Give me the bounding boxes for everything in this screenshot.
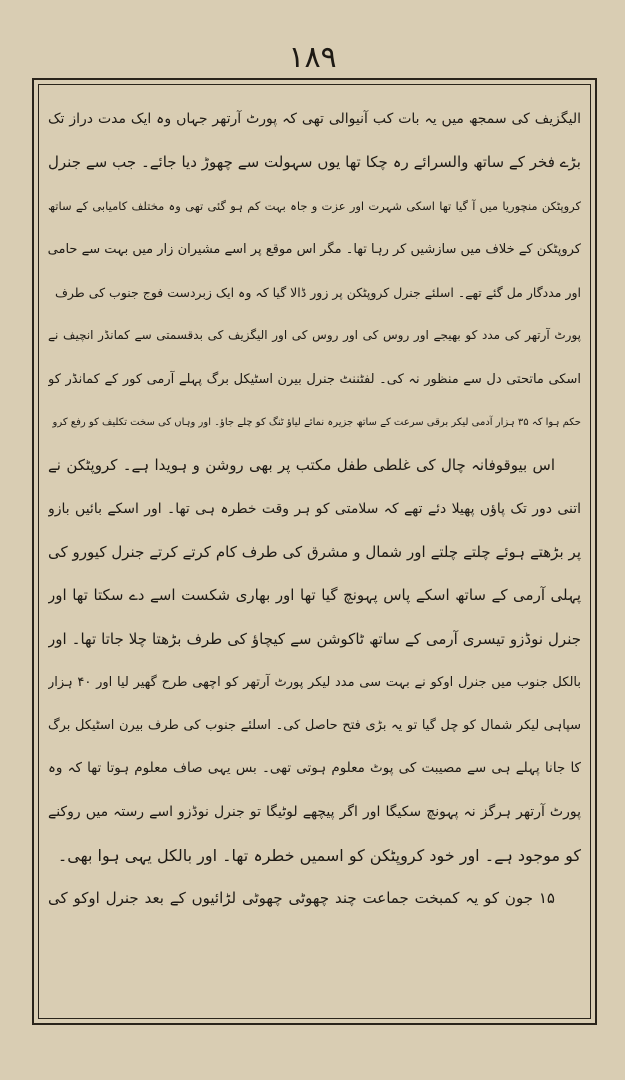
text-line: کو موجود ہے۔ اور خود کروپٹکن کو اسمیں خطرہ تھا۔ اور بالکل یہی ہوا بھی۔ [57, 846, 581, 866]
text-line: کروپٹکن کے خلاف میں سازشیں کر رہا تھا۔ مگر اس موقع پر اسے مشیران زار میں بہت سے حامی [48, 241, 581, 257]
text-line: پر بڑھتے ہوئے چلتے چلتے اور شمال و مشرق کی طرف کام کرتے کرتے جنرل کیورو کی [48, 542, 581, 561]
text-line: جنرل نوڈزو تیسری آرمی کے ساتھ ٹاکوشن سے کیچاؤ کی طرف بڑھتا چلا جاتا تھا۔ اور [48, 629, 581, 648]
text-line: پہلی آرمی کے ساتھ اسکے پاس پہونچ گیا تھا اور بھاری شکست اسے دے سکتا تھا اور [48, 586, 581, 605]
text-line: اور مددگار مل گئے تھے۔ اسلئے جنرل کروپٹکن پر زور ڈالا گیا کہ وہ ایک زبردست فوج جنوب کی طرف [54, 285, 581, 301]
text-line: اتنی دور تک پاؤں پھیلا دئے تھے کہ سلامتی کو ہر وقت خطرہ ہی تھا۔ اور اسکے بائیں بازو [48, 500, 581, 517]
text-line: الیگزیف کی سمجھ میں یہ بات کب آنیوالی تھی کہ پورٹ آرتھر جہاں وہ ایک مدت دراز تک [48, 111, 581, 127]
text-line: بالکل جنوب میں جنرل اوکو نے بہت سی مدد لیکر پورٹ آرتھر کو اچھی طرح گھیر لیا اور ۴۰ ہزار [48, 674, 581, 690]
text-line: پورٹ آرتھر ہرگز نہ پہونچ سکیگا اور اگر پیچھے لوٹیگا تو جنرل نوڈزو اسے رستہ میں روکنے [48, 803, 581, 820]
text-line: اسکی ماتحتی دل سے منظور نہ کی۔ لفٹننٹ جنرل بیرن اسٹیکل برگ پہلے آرمی کور کے کمانڈر کو [48, 371, 581, 387]
text-line: اس بیوقوفانہ چال کی غلطی طفل مکتب پر بھی روشن و ہویدا ہے۔ کروپٹکن نے [48, 456, 555, 475]
text-line: ۱۵ جون کو یہ کمبخت جماعت چند چھوٹی چھوٹی لڑائیوں کے بعد جنرل اوکو کی [48, 889, 555, 908]
body-text [48, 98, 581, 1008]
text-line: کا جانا پہلے ہی سے مصیبت کی پوٹ معلوم ہوتی تھی۔ بس یہی صاف معلوم ہوتا تھا کہ وہ [48, 760, 581, 777]
text-line: پورٹ آرتھر کی مدد کو بھیجے اور روس کی اور روس کی اور الیگزیف کی بدقسمتی سے کمانڈر انچیف نے [48, 328, 581, 343]
page-number: ۱۸۹ [288, 40, 337, 75]
text-line: حکم ہوا کہ ۳۵ ہزار آدمی لیکر برقی سرعت کے ساتھ جزیرہ نمائے لیاؤ ٹنگ کو چلے جاؤ۔ اور وہاں کی سخت تکلیف کو رفع کرو [52, 417, 581, 429]
text-line: بڑے فخر کے ساتھ والسرائے رہ چکا تھا یوں سہولت سے چھوڑ دیا جائے۔ جب سے جنرل [48, 153, 581, 172]
text-line: کروپٹکن منچوریا میں آ گیا تھا اسکی شہرت اور عزت و جاہ بہت کم ہو گئی تھی وہ مختلف کامیابی کے ساتھ [48, 198, 581, 213]
text-line: سپاہی لیکر شمال کو چل گیا تو یہ بڑی فتح حاصل کی۔ اسلئے جنوب کی طرف بیرن اسٹیکل برگ [48, 718, 581, 734]
